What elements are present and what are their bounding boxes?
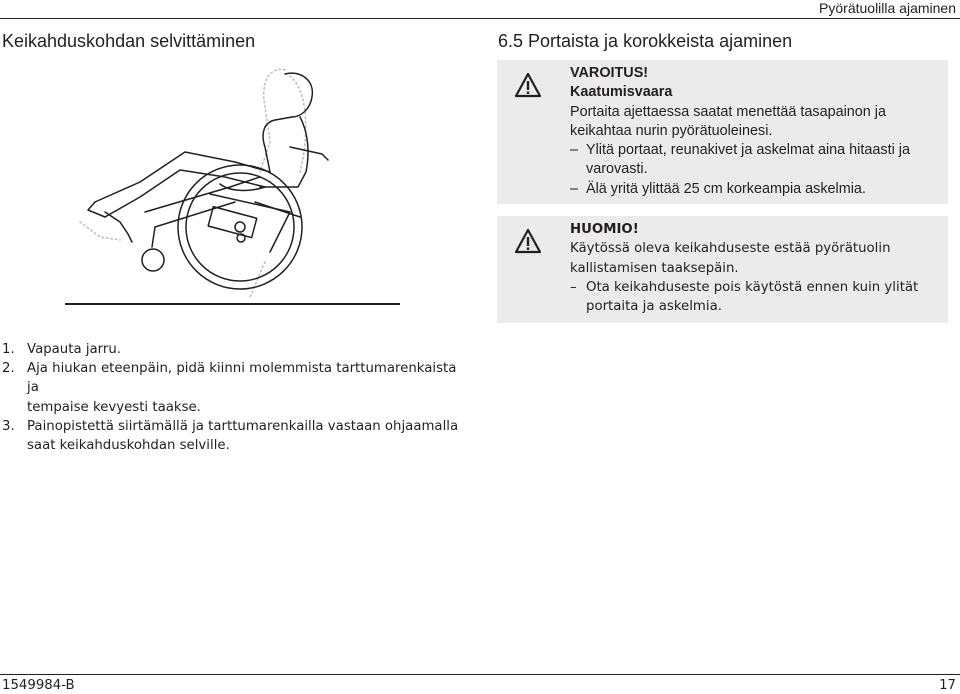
warning-triangle-icon — [514, 228, 542, 254]
step-item — [2, 417, 462, 455]
step-line: tempaise kevyesti taakse. — [27, 399, 201, 415]
warning-title: VAROITUS! — [570, 65, 649, 81]
step-number: 3. — [2, 418, 15, 434]
step-line: Aja hiukan eteenpäin, pidä kiinni molemmista tarttumarenkaista ja — [27, 361, 457, 396]
page-number: 17 — [939, 678, 956, 693]
step-number: 2. — [2, 361, 15, 377]
bullet-dash: – — [570, 180, 579, 197]
bullet-line: varovasti. — [586, 161, 648, 178]
step-line: Painopistettä siirtämällä ja tarttumarenkailla vastaan ohjaamalla — [27, 418, 459, 434]
left-heading: Keikahduskohdan selvittäminen — [2, 31, 256, 51]
warning-triangle-icon — [514, 72, 542, 98]
bullet-dash: – — [570, 142, 579, 159]
warning-box — [497, 60, 948, 204]
step-item — [2, 359, 462, 417]
warning-bullet-1 — [570, 141, 940, 180]
wheelchair-tilt-illustration — [60, 62, 405, 312]
doc-number: 1549984-B — [2, 678, 75, 693]
note-bullet-1 — [570, 278, 940, 317]
footer-rule — [0, 674, 960, 675]
warning-bullet-2 — [570, 180, 940, 199]
step-number: 1. — [2, 342, 15, 357]
step-line: Vapauta jarru. — [27, 342, 122, 357]
header-rule — [0, 18, 960, 19]
bullet-line: portaita ja askelmia. — [586, 299, 722, 315]
bullet-dash: – — [570, 279, 577, 295]
note-line-1: Käytössä oleva keikahduseste estää pyörätuolin — [570, 241, 891, 257]
step-item — [2, 340, 462, 359]
step-line: saat keikahduskohdan selville. — [27, 438, 230, 454]
warning-line-1: Portaita ajettaessa saatat menettää tasapainon ja — [570, 103, 887, 120]
warning-subtitle: Kaatumisvaara — [570, 84, 673, 101]
bullet-line: Ota keikahduseste pois käytöstä ennen kuin ylität — [586, 279, 919, 295]
right-heading: 6.5 Portaista ja korokkeista ajaminen — [498, 31, 793, 51]
note-line-2: kallistamisen taaksepäin. — [570, 260, 739, 276]
steps-list — [2, 340, 462, 455]
section-title: Pyörätuolilla ajaminen — [819, 0, 956, 16]
note-box — [497, 216, 948, 323]
bullet-line: Älä yritä ylittää 25 cm korkeampia askelmia. — [586, 180, 866, 197]
note-title: HUOMIO! — [570, 222, 639, 237]
bullet-line: Ylitä portaat, reunakivet ja askelmat aina hitaasti ja — [586, 142, 910, 159]
warning-line-2: keikahtaa nurin pyörätuoleinesi. — [570, 122, 773, 139]
